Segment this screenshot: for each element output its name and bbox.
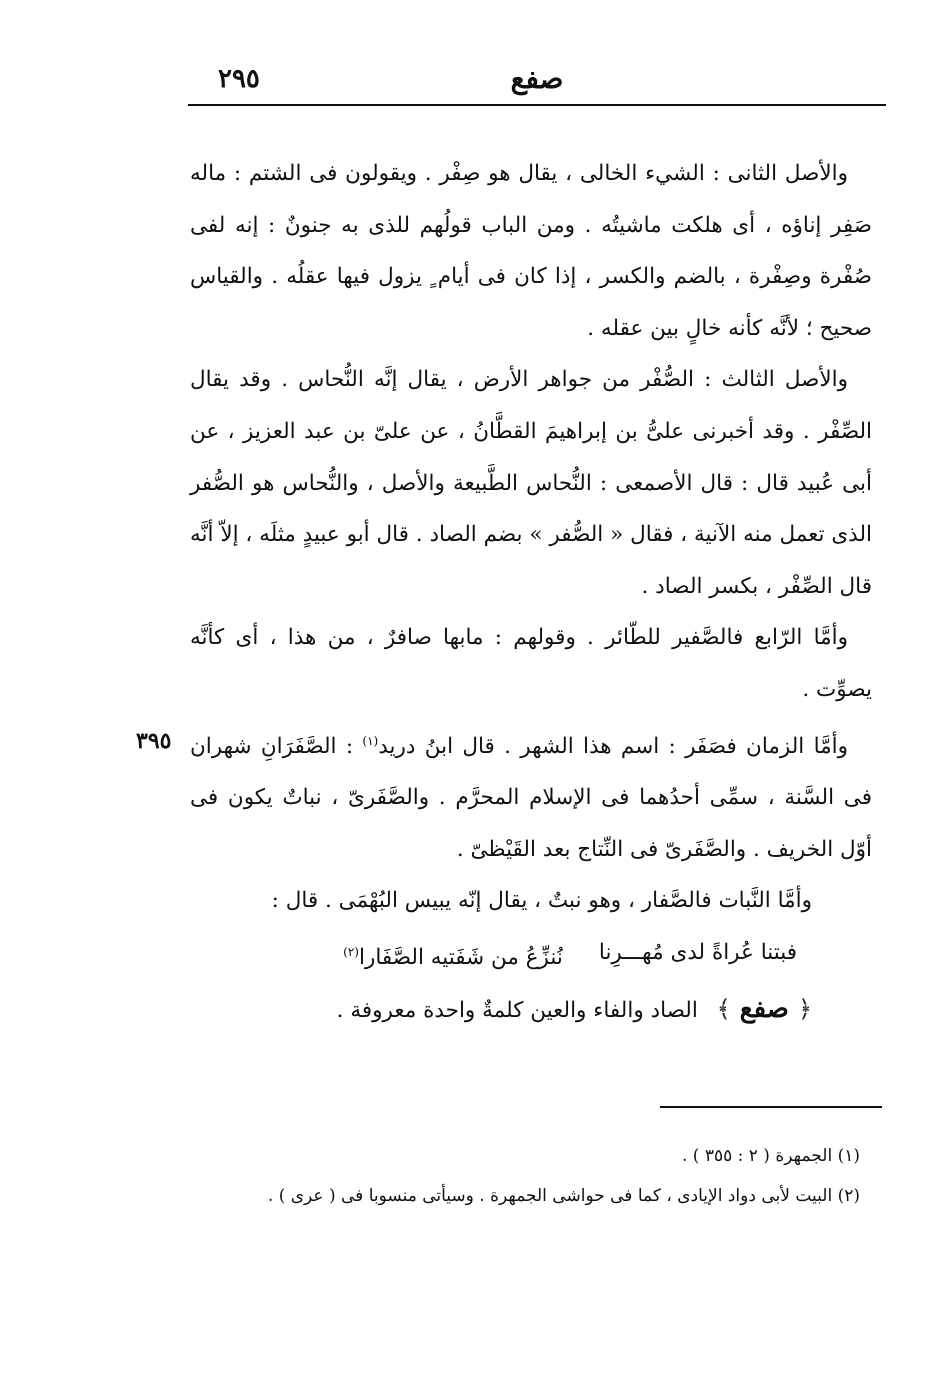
footnote-rule — [660, 1106, 882, 1108]
running-title: صفع — [510, 62, 564, 95]
footnotes — [240, 1136, 860, 1216]
headword-bracket-open: ﴿ — [797, 994, 812, 1023]
entry-definition: الصاد والفاء والعين كلمةٌ واحدة معروفة . — [336, 997, 698, 1023]
poetry-verse — [190, 927, 872, 984]
page-number: ٢٩٥ — [218, 64, 260, 94]
entry-text-before: وأمَّا الزمان فصَفَر : اسم هذا الشهر . قال ابنُ دريد — [378, 733, 848, 759]
paragraph-time-safar — [136, 716, 872, 876]
page-header — [188, 58, 886, 102]
headword-bracket-close: ﴾ — [716, 994, 731, 1023]
paragraph-second-origin: والأصل الثانى : الشيء الخالى ، يقال هو صِفْر . ويقولون فى الشتم : ماله صَفِر إناؤه ، أى هلكت ماشيتُه . ومن الباب قولُهم للذى به جنونٌ : إنه لفى صُفْرة وصِفْرة ، بالضم والكسر ، إذا كان فى أيام ٍ يزول فيها عقلُه . والقياس صحيح ؛ لأنَّه كأنه خالٍ بين عقله . — [190, 161, 872, 341]
paragraph-fourth-origin: وأمَّا الرّابع فالصَّفير للطّائر . وقولهم : مابها صافرٌ ، من هذا ، أى كأنَّه يصوِّت . — [190, 625, 872, 702]
footnote-1: (١) الجمهرة ( ٢ : ٣٥٥ ) . — [681, 1146, 860, 1166]
entry-headword — [717, 984, 812, 1036]
verse-second-hemistich: نُنزِّعُ من شَفَتيه الصَّفَارا — [358, 945, 563, 971]
paragraph-plant: وأمَّا النَّبات فالصَّفار ، وهو نبتٌ ، يقال إنّه يبيس البُهْمَى . قال : — [271, 888, 812, 914]
margin-entry-number: ٣٩٥ — [136, 727, 172, 754]
new-entry-line — [190, 984, 872, 1037]
main-text — [136, 148, 872, 1036]
entry-text-after: : الصَّفَرَانِ شهران فى السَّنة ، سمِّى أحدُهما فى الإسلام المحرَّم . والصَّفَرىّ ، نباتٌ يكون فى أوّل الخريف . والصَّفَرىّ فى النِّتاج بعد القَيْظىّ . — [190, 733, 872, 862]
footnote-marker-1: (١) — [362, 733, 379, 748]
paragraph-third-origin: والأصل الثالث : الصُّفْر من جواهر الأرض ، يقال إنَّه النُّحاس . وقد يقال الصِّفْر . وقد أخبرنى علىُّ بن إبراهيمَ القطَّانُ ، عن علىّ بن عبد العزيز ، عن أبى عُبيد قال : قال الأصمعى : النُّحاس الطَّبيعة والأصل ، والنُّحاس هو الصُّفر الذى تعمل منه الآنية ، فقال « الصُّفر » بضم الصاد . قال أبو عبيدٍ مثلَه ، إلاّ أنَّه قال الصِّفْر ، بكسر الصاد . — [190, 367, 872, 599]
verse-first-hemistich: فبتنا عُراةً لدى مُهـــرِنا — [598, 940, 797, 966]
headword-text: صفع — [739, 993, 789, 1024]
verse-second-hemistich-wrap — [343, 927, 563, 984]
footnote-2: (٢) البيت لأبى دواد الإيادى ، كما فى حواشى الجمهرة . وسيأتى منسوبا فى ( عرى ) . — [267, 1186, 860, 1206]
header-rule — [188, 104, 886, 106]
footnote-marker-2: (٢) — [343, 945, 359, 960]
